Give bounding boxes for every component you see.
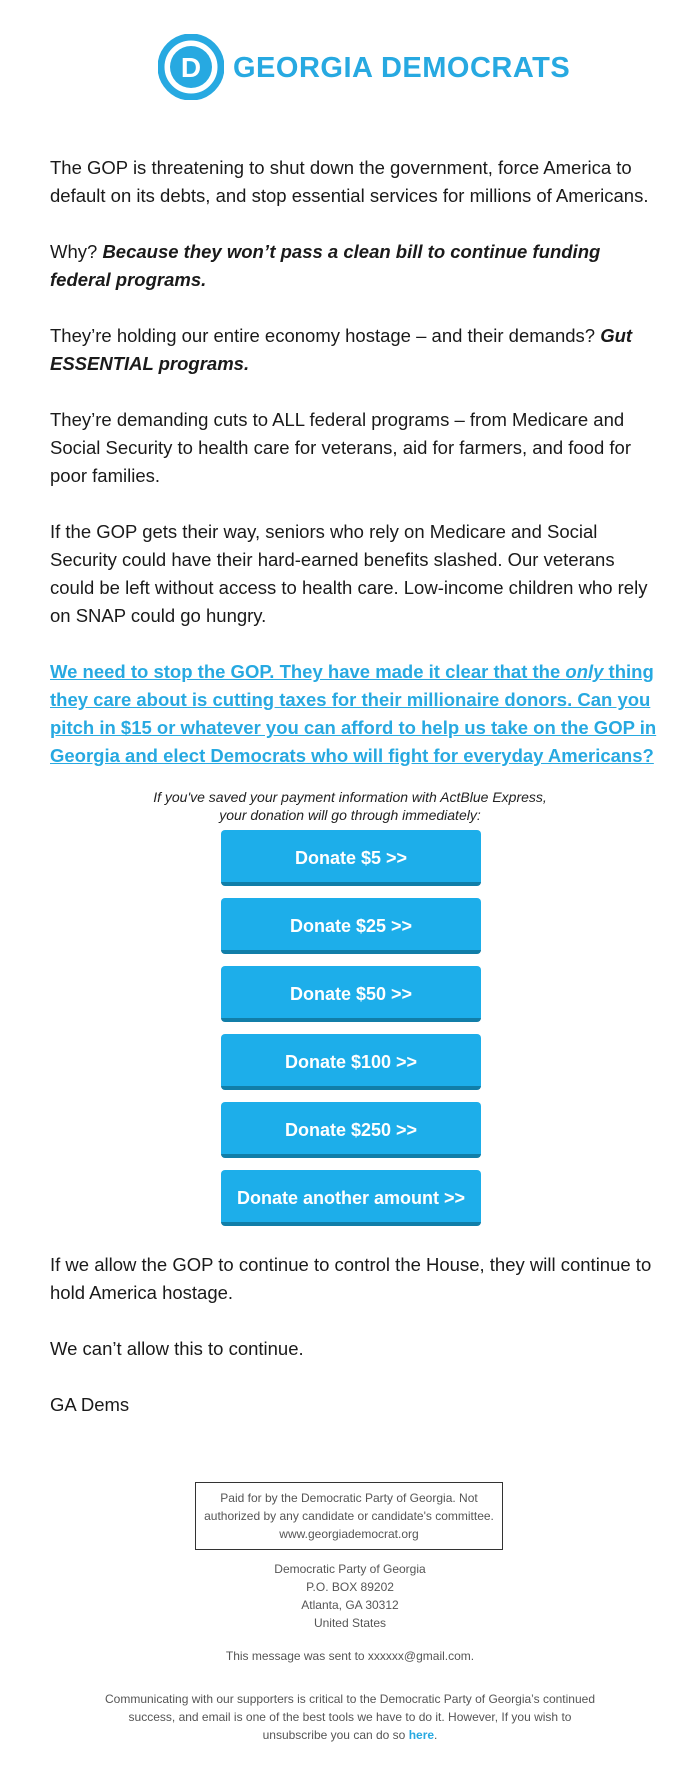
address-line: Atlanta, GA 30312 bbox=[301, 1598, 399, 1612]
actblue-note bbox=[100, 788, 600, 824]
recipient-email: xxxxxx@gmail.com bbox=[367, 1649, 471, 1663]
unsubscribe-note bbox=[85, 1690, 615, 1744]
disclaimer-line2: authorized by any candidate or candidate's committee. bbox=[204, 1509, 494, 1523]
note-line1: Communicating with our supporters is critical to the Democratic Party of Georgia’s continued bbox=[105, 1692, 595, 1706]
sent-to-end: . bbox=[470, 1649, 475, 1663]
address-line: P.O. BOX 89202 bbox=[306, 1580, 394, 1594]
cta-italic: only bbox=[565, 661, 604, 682]
disclaimer-website: www.georgiademocrat.org bbox=[279, 1527, 419, 1541]
paragraph-hostage-lead: They’re holding our entire economy hostage – and their demands? bbox=[50, 325, 601, 346]
disclaimer-line1: Paid for by the Democratic Party of Georgia. Not bbox=[220, 1491, 478, 1505]
sent-to-notice bbox=[100, 1647, 600, 1665]
paragraph-call-to-action bbox=[50, 658, 660, 770]
paragraph-cuts: They’re demanding cuts to ALL federal programs – from Medicare and Social Security to health care for veterans, aid for farmers, and food for poor families. bbox=[50, 409, 631, 486]
note-end: . bbox=[434, 1728, 438, 1742]
paragraph-house: If we allow the GOP to continue to control the House, they will continue to hold America hostage. bbox=[50, 1254, 652, 1303]
address-line: United States bbox=[313, 1616, 387, 1630]
paragraph-hostage bbox=[50, 322, 660, 378]
donate-other-amount-button[interactable]: Donate another amount >> bbox=[221, 1170, 481, 1226]
donate-250-button[interactable]: Donate $250 >> bbox=[221, 1102, 481, 1158]
donate-50-button[interactable]: Donate $50 >> bbox=[221, 966, 481, 1022]
paragraph-hostage-emphasis: Gut ESSENTIAL programs. bbox=[50, 325, 633, 374]
democrat-d-logo-icon bbox=[158, 34, 224, 100]
header bbox=[0, 34, 700, 104]
paragraph-why-lead: Why? bbox=[50, 241, 103, 262]
donate-25-button[interactable]: Donate $25 >> bbox=[221, 898, 481, 954]
mailing-address bbox=[150, 1560, 550, 1632]
note-line3-lead: unsubscribe you can do so bbox=[262, 1728, 409, 1742]
logo-glyph: D bbox=[180, 52, 202, 83]
paragraph-intro: The GOP is threatening to shut down the government, force America to default on its debts, and stop essential services for millions of Americans. bbox=[50, 157, 649, 206]
call-to-action-link[interactable] bbox=[50, 661, 656, 766]
unsubscribe-link[interactable]: here bbox=[408, 1728, 435, 1742]
signature: GA Dems bbox=[50, 1394, 130, 1415]
donate-5-button[interactable]: Donate $5 >> bbox=[221, 830, 481, 886]
actblue-note-line2: your donation will go through immediately: bbox=[219, 807, 481, 823]
paragraph-consequences: If the GOP gets their way, seniors who rely on Medicare and Social Security could have their hard-earned benefits slashed. Our veterans could be left without access to health care. Low-income children who rely on SNAP could go hungry. bbox=[50, 521, 648, 626]
logo-text: GEORGIA DEMOCRATS bbox=[233, 52, 571, 84]
note-line2: success, and email is one of the best tools we have to do it. However, If you wish to bbox=[128, 1710, 572, 1724]
sent-to-lead: This message was sent to bbox=[225, 1649, 368, 1663]
paragraph-why-emphasis: Because they won’t pass a clean bill to continue funding federal programs. bbox=[50, 241, 601, 290]
paragraph-why bbox=[50, 238, 660, 294]
donate-100-button[interactable]: Donate $100 >> bbox=[221, 1034, 481, 1090]
note-line3 bbox=[85, 1726, 615, 1744]
paragraph-cant-allow: We can’t allow this to continue. bbox=[50, 1338, 304, 1359]
address-line: Democratic Party of Georgia bbox=[274, 1562, 426, 1576]
cta-part2: thing they care about is cutting taxes for their millionaire donors. Can you pitch in $15 or whatever you can afford to help us take on the GOP in Georgia and elect Democrats who will fight for everyday Americans? bbox=[50, 661, 657, 766]
paid-for-disclaimer bbox=[195, 1482, 503, 1550]
actblue-note-line1: If you've saved your payment information with ActBlue Express, bbox=[153, 789, 547, 805]
cta-part1: We need to stop the GOP. They have made it clear that the bbox=[50, 661, 566, 682]
